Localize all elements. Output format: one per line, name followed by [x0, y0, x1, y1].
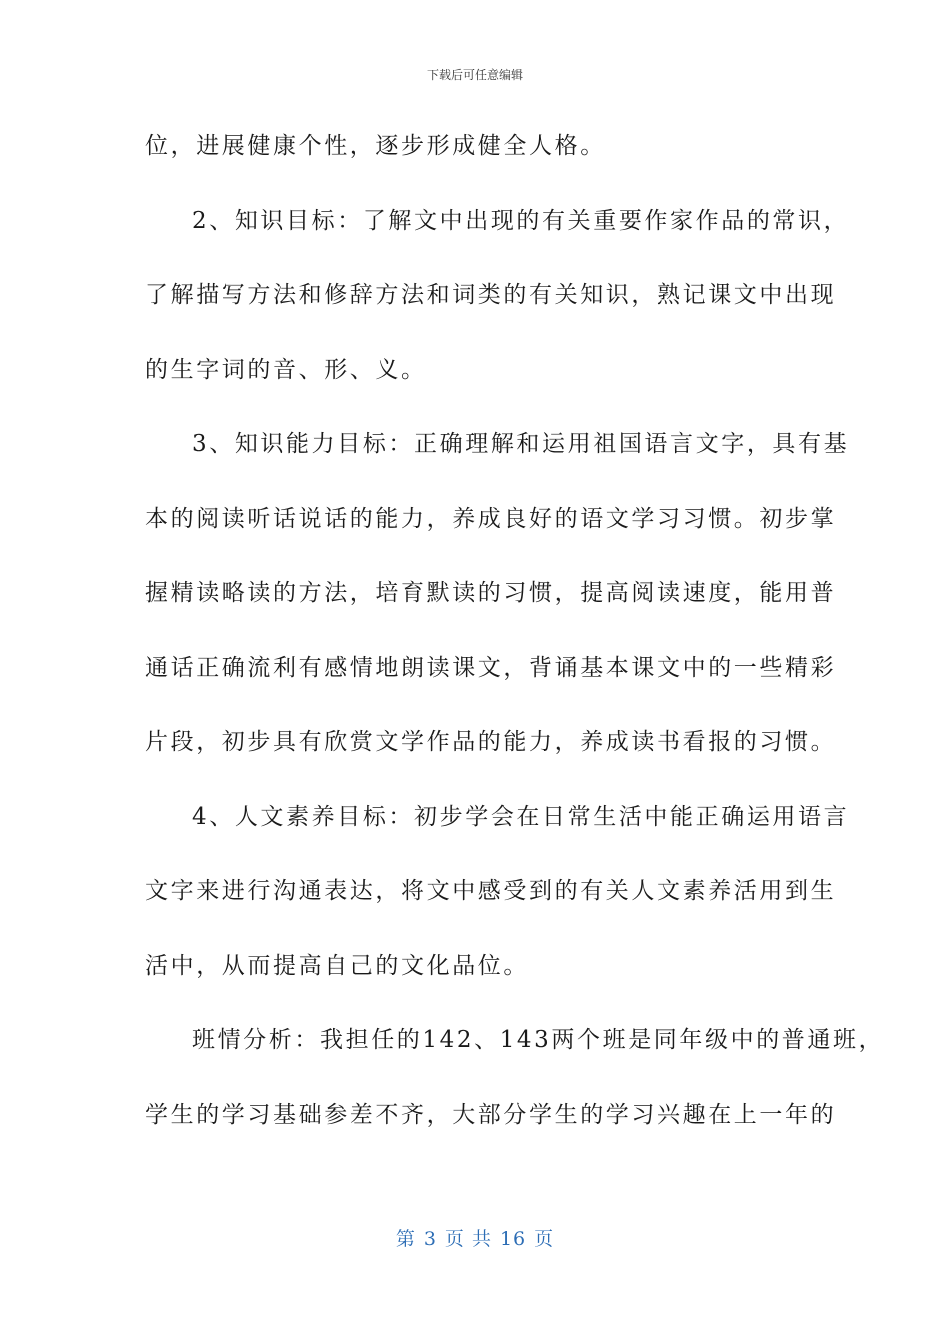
text-line: 通话正确流利有感情地朗读课文，背诵基本课文中的一些精彩	[145, 654, 837, 681]
page-footer	[0, 1224, 950, 1251]
text-line: 握精读略读的方法，培育默读的习惯，提高阅读速度，能用普	[145, 580, 837, 606]
footer-suffix: 页	[534, 1228, 555, 1250]
text-line: 4、人文素养目标：初步学会在日常生活中能正确运用语言	[192, 803, 850, 830]
footer-prefix: 第	[395, 1228, 416, 1250]
text-line: 学生的学习基础参差不齐，大部分学生的学习兴趣在上一年的	[145, 1101, 837, 1128]
text-line: 的生字词的音、形、义。	[145, 356, 427, 383]
text-line: 班情分析：我担任的142、143两个班是同年级中的普通班，	[192, 1027, 885, 1053]
footer-page-number: 3	[423, 1228, 437, 1250]
page-header: 下载后可任意编辑	[426, 68, 523, 82]
footer-middle: 页 共	[444, 1228, 492, 1250]
text-line: 位，进展健康个性，逐步形成健全人格。	[145, 133, 606, 159]
document-body	[145, 121, 885, 1164]
text-line: 了解描写方法和修辞方法和词类的有关知识，熟记课文中出现	[145, 282, 837, 308]
text-line: 本的阅读听话说话的能力，养成良好的语文学习习惯。初步掌	[145, 505, 837, 532]
text-line: 片段，初步具有欣赏文学作品的能力，养成读书看报的习惯。	[145, 729, 837, 755]
text-line: 文字来进行沟通表达，将文中感受到的有关人文素养活用到生	[145, 878, 837, 904]
text-line: 活中，从而提高自己的文化品位。	[145, 952, 529, 979]
text-line: 2、知识目标：了解文中出现的有关重要作家作品的常识，	[192, 207, 850, 234]
text-line: 3、知识能力目标：正确理解和运用祖国语言文字，具有基	[192, 431, 850, 457]
footer-total-pages: 16	[499, 1228, 527, 1250]
